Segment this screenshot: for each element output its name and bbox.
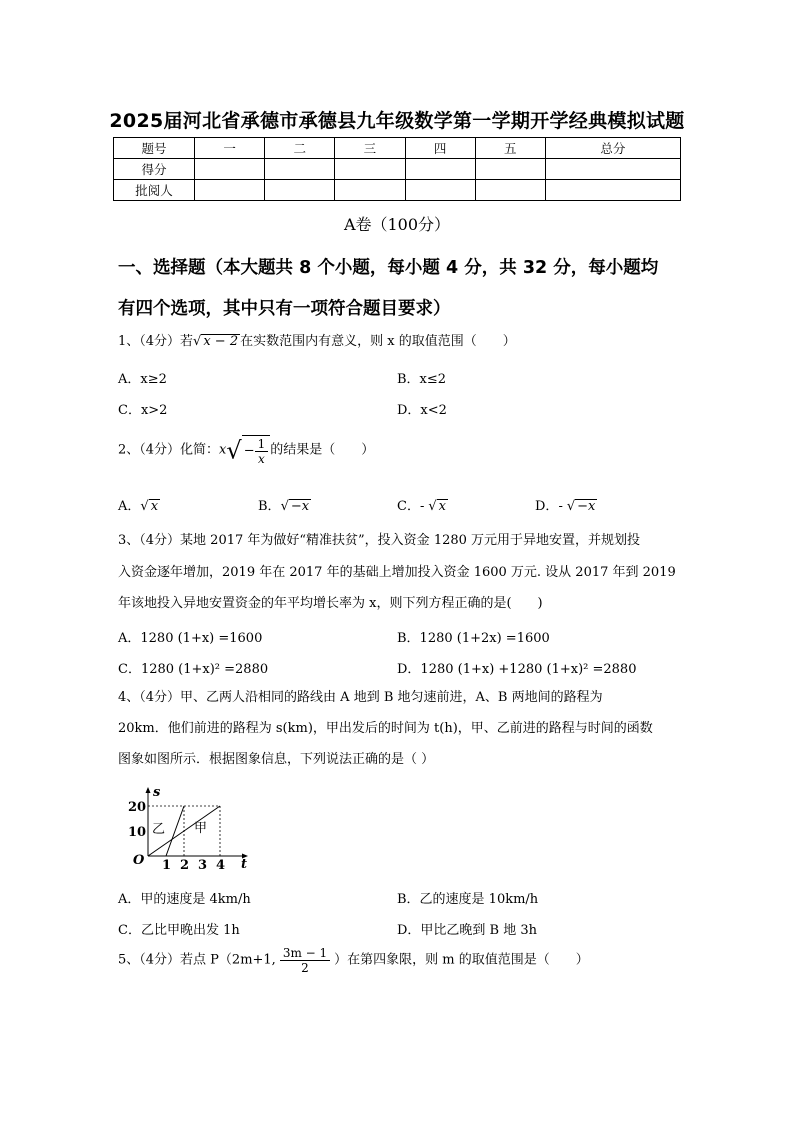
q1-option-b: B．x≤2 xyxy=(397,372,447,387)
part1-heading-line2: 有四个选项，其中只有一项符合题目要求） xyxy=(118,299,451,319)
table-cell: 得分 xyxy=(114,159,195,180)
table-cell: 三 xyxy=(335,138,405,159)
q2-opt-radicand: −x xyxy=(577,499,596,514)
question-4-line2: 20km．他们前进的路程为 s(km)，甲出发后的时间为 t(h)，甲、乙前进的路程与时间的函数 xyxy=(118,721,653,736)
y-tick-label: 10 xyxy=(128,825,147,840)
table-cell: 四 xyxy=(405,138,475,159)
score-row xyxy=(114,159,681,180)
distance-time-graph xyxy=(128,784,253,870)
table-cell xyxy=(405,180,475,201)
q2-frac-num: 1 xyxy=(255,437,269,452)
q2-opt-sign: - xyxy=(558,499,563,514)
table-cell xyxy=(195,159,265,180)
table-cell: 总分 xyxy=(545,138,680,159)
table-cell: 题号 xyxy=(114,138,195,159)
q3-option-c: C．1280 (1+x)² =2880 xyxy=(118,662,269,677)
label-jia: 甲 xyxy=(194,821,208,836)
q2-prefix: 2、（4分）化简： xyxy=(118,442,220,458)
radical-sign: √ xyxy=(428,499,437,514)
section-a-title: A卷（100分） xyxy=(343,215,451,234)
q2-suffix: 的结果是（ ） xyxy=(270,442,375,458)
q4-option-a: A．甲的速度是 4km/h xyxy=(118,892,251,907)
table-cell xyxy=(335,159,405,180)
x-axis-label: t xyxy=(241,857,248,870)
score-table xyxy=(113,137,681,201)
table-cell xyxy=(545,180,680,201)
x-tick-label: 2 xyxy=(180,858,190,870)
q2-minus: − xyxy=(243,443,255,459)
q2-opt-sign: - xyxy=(419,499,425,514)
q5-suffix: ）在第四象限，则 m 的取值范围是（ ） xyxy=(334,952,589,968)
table-cell xyxy=(475,159,545,180)
table-cell xyxy=(545,159,680,180)
table-cell: 批阅人 xyxy=(114,180,195,201)
table-cell xyxy=(265,159,335,180)
q1-prefix: 1、（4分）若 xyxy=(118,334,194,349)
grader-row xyxy=(114,180,681,201)
exam-title: 2025届河北省承德市承德县九年级数学第一学期开学经典模拟试题 xyxy=(109,110,685,132)
q2-var: x xyxy=(219,442,227,458)
question-2 xyxy=(118,435,374,466)
q1-option-c: C．x>2 xyxy=(118,403,168,418)
x-tick-label: 3 xyxy=(198,858,208,870)
q4-option-b: B．乙的速度是 10km/h xyxy=(397,892,539,907)
y-tick-label: 20 xyxy=(128,800,147,815)
question-3-line3: 年该地投入异地安置资金的年平均增长率为 x，则下列方程正确的是( ) xyxy=(118,596,543,611)
y-axis-label: s xyxy=(153,785,161,800)
q2-opt-radicand: −x xyxy=(290,499,310,514)
q4-option-d: D．甲比乙晚到 B 地 3h xyxy=(397,923,538,938)
q2-radicand xyxy=(242,435,271,466)
table-cell: 一 xyxy=(195,138,265,159)
q3-option-a: A．1280 (1+x) =1600 xyxy=(118,631,263,646)
q1-option-a: A．x≥2 xyxy=(118,372,167,387)
label-yi: 乙 xyxy=(152,822,166,837)
question-4-line3: 图象如图所示．根据图象信息，下列说法正确的是（ ） xyxy=(118,752,435,767)
table-cell xyxy=(475,180,545,201)
q2-opt-radicand: x xyxy=(150,499,159,514)
line-yi xyxy=(166,806,184,856)
radical-sign: √ xyxy=(566,499,576,514)
origin-label: O xyxy=(133,853,145,868)
question-5 xyxy=(118,946,589,975)
x-tick-label: 4 xyxy=(216,858,226,870)
q2-option-c xyxy=(397,495,448,514)
table-cell: 五 xyxy=(475,138,545,159)
q2-opt-label: A． xyxy=(118,499,141,514)
q2-opt-label: B． xyxy=(258,499,281,514)
x-tick-label: 1 xyxy=(162,858,172,870)
q2-fraction xyxy=(255,437,269,466)
y-axis-arrow xyxy=(146,787,151,793)
q2-opt-radicand: x xyxy=(438,499,446,514)
q1-radicand: x − 2 xyxy=(203,334,239,349)
q5-frac-den: 2 xyxy=(301,961,309,975)
q2-option-a xyxy=(118,495,160,514)
q5-prefix: 5、（4分）若点 P（2m+1, xyxy=(118,952,276,968)
q5-fraction xyxy=(280,946,330,975)
q3-option-b: B．1280 (1+2x) =1600 xyxy=(397,631,550,646)
q4-option-c: C．乙比甲晚出发 1h xyxy=(118,923,240,938)
table-cell xyxy=(405,159,475,180)
radical-sign: √ xyxy=(140,499,149,514)
q2-option-b xyxy=(258,495,311,514)
radical-sign: √ xyxy=(193,334,202,349)
part1-heading-line1: 一、选择题（本大题共 8 个小题，每小题 4 分，共 32 分，每小题均 xyxy=(118,258,659,278)
q5-frac-num: 3m − 1 xyxy=(280,946,330,961)
q2-frac-den: x xyxy=(258,452,265,466)
question-1 xyxy=(118,334,516,349)
question-3-line1: 3、（4分）某地 2017 年为做好“精准扶贫”，投入资金 1280 万元用于异地安置，并规划投 xyxy=(118,533,641,548)
q2-opt-label: C． xyxy=(397,499,420,514)
q3-option-d: D．1280 (1+x) +1280 (1+x)² =2880 xyxy=(397,662,637,677)
table-cell xyxy=(195,180,265,201)
question-3-line2: 入资金逐年增加，2019 年在 2017 年的基础上增加投入资金 1600 万元. 设从 2017 年到 2019 xyxy=(118,565,676,580)
q2-opt-label: D． xyxy=(535,499,559,514)
table-cell xyxy=(335,180,405,201)
radical-sign: √ xyxy=(226,436,242,465)
q2-option-d xyxy=(535,495,597,514)
radical-sign: √ xyxy=(280,499,289,514)
score-table-header-row xyxy=(114,138,681,159)
table-cell: 二 xyxy=(265,138,335,159)
table-cell xyxy=(265,180,335,201)
question-4-line1: 4、（4分）甲、乙两人沿相同的路线由 A 地到 B 地匀速前进，A、B 两地间的路程为 xyxy=(118,690,603,705)
q1-option-d: D．x<2 xyxy=(397,403,447,418)
q1-suffix: 在实数范围内有意义，则 x 的取值范围（ ） xyxy=(240,334,516,349)
